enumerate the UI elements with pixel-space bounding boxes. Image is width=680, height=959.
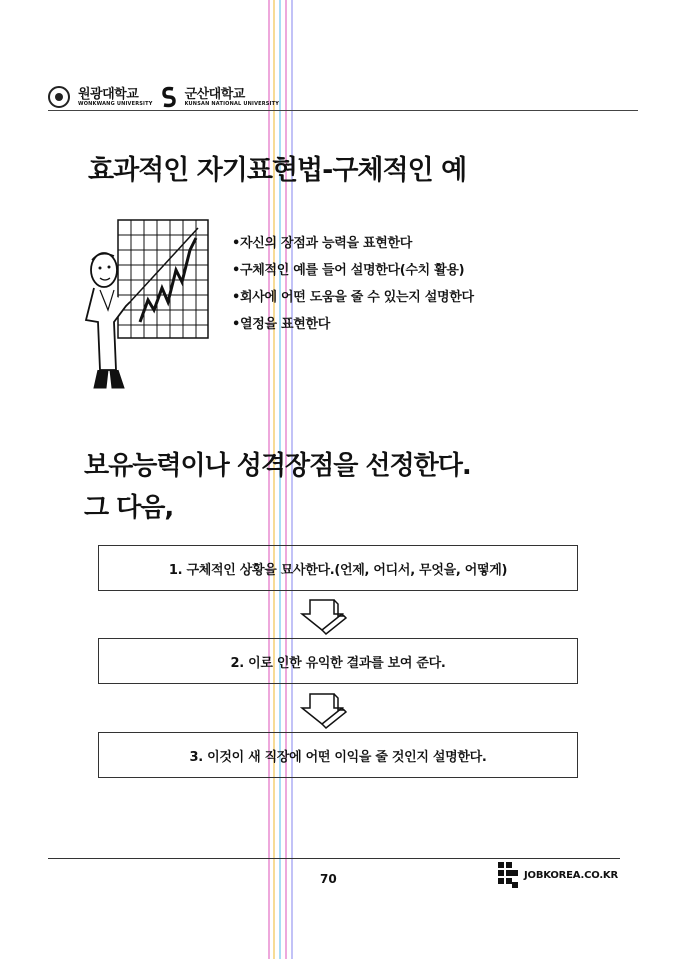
wonkwang-seal-icon	[48, 86, 70, 108]
list-item: •회사에 어떤 도움을 줄 수 있는지 설명한다	[232, 290, 474, 305]
university-name-en: WONKWANG UNIVERSITY	[78, 100, 153, 107]
headline-line-2: 그 다음,	[84, 493, 174, 523]
list-item: •열정을 표현한다	[232, 317, 331, 332]
down-arrow-icon	[300, 690, 350, 730]
step-box-1: 1. 구체적인 상황을 묘사한다.(언제, 어디서, 무엇을, 어떻게)	[98, 545, 578, 591]
kunsan-logo	[185, 88, 280, 107]
step-box-3: 3. 이것이 새 직장에 어떤 이익을 줄 것인지 설명한다.	[98, 732, 578, 778]
bullet-list	[232, 230, 474, 338]
list-item: •구체적인 예를 들어 설명한다(수치 활용)	[232, 263, 465, 278]
brand-name: JOBKOREA.CO.KR	[524, 869, 618, 881]
header-logos	[48, 86, 279, 108]
header-divider	[48, 110, 638, 111]
page-number: 70	[320, 872, 337, 886]
headline-line-1: 보유능력이나 성격장점을 선정한다.	[84, 451, 471, 481]
university-name: 원광대학교	[78, 86, 139, 102]
jobkorea-mark-icon	[498, 862, 518, 888]
down-arrow-icon	[300, 596, 350, 636]
university-name: 군산대학교	[184, 86, 245, 102]
section-headline	[84, 445, 471, 529]
page-title: 효과적인 자기표현법-구체적인 예	[88, 155, 467, 186]
presenter-chart-illustration	[70, 210, 220, 395]
jobkorea-logo	[498, 862, 618, 888]
kunsan-emblem-icon	[161, 86, 177, 108]
university-name-en: KUNSAN NATIONAL UNIVERSITY	[184, 100, 280, 107]
wonkwang-logo	[78, 88, 153, 107]
step-box-2: 2. 이로 인한 유익한 결과를 보여 준다.	[98, 638, 578, 684]
list-item: •자신의 장점과 능력을 표현한다	[232, 236, 413, 251]
footer-divider	[48, 858, 620, 859]
